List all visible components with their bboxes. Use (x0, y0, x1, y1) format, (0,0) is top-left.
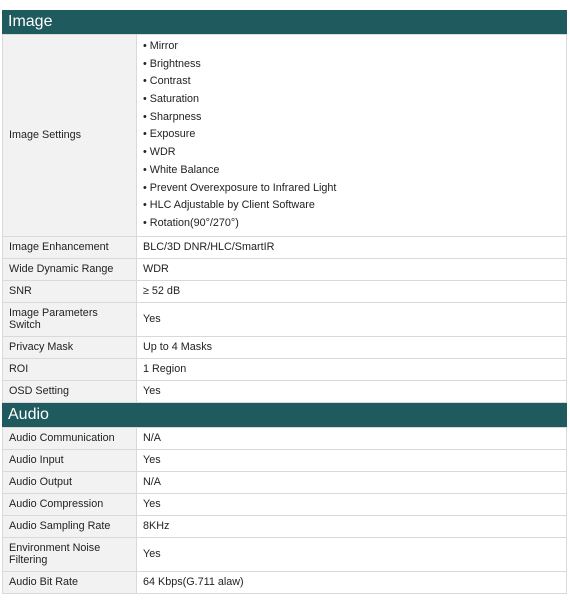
table-row (3, 449, 567, 471)
row-value: 1 Region (137, 358, 567, 380)
spec-sheet (2, 10, 567, 594)
row-label: ROI (3, 358, 137, 380)
row-label: Audio Bit Rate (3, 571, 137, 593)
row-label: Privacy Mask (3, 336, 137, 358)
list-item: • Exposure (143, 126, 560, 144)
table-row (3, 537, 567, 571)
row-value: N/A (137, 427, 567, 449)
table-row (3, 380, 567, 402)
table-row (3, 236, 567, 258)
row-label: Wide Dynamic Range (3, 258, 137, 280)
row-label: Environment Noise Filtering (3, 537, 137, 571)
table-row (3, 280, 567, 302)
table-row (3, 258, 567, 280)
table-row (3, 336, 567, 358)
list-item: • Rotation(90°/270°) (143, 215, 560, 233)
audio-spec-table (2, 427, 567, 594)
row-value: Yes (137, 302, 567, 336)
row-label: Audio Compression (3, 493, 137, 515)
table-row (3, 358, 567, 380)
row-value: ≥ 52 dB (137, 280, 567, 302)
row-label: OSD Setting (3, 380, 137, 402)
image-spec-table (2, 34, 567, 403)
list-item: • WDR (143, 144, 560, 162)
list-item: • HLC Adjustable by Client Software (143, 197, 560, 215)
row-value: WDR (137, 258, 567, 280)
row-value: Up to 4 Masks (137, 336, 567, 358)
row-label: SNR (3, 280, 137, 302)
row-value: Yes (137, 493, 567, 515)
row-value: BLC/3D DNR/HLC/SmartIR (137, 236, 567, 258)
table-row (3, 493, 567, 515)
row-value: N/A (137, 471, 567, 493)
image-settings-list (143, 35, 560, 236)
table-row (3, 571, 567, 593)
list-item: • Mirror (143, 38, 560, 56)
image-section-header: Image (2, 10, 567, 34)
row-label: Audio Output (3, 471, 137, 493)
row-label: Audio Input (3, 449, 137, 471)
image-settings-value (137, 35, 567, 237)
table-row (3, 471, 567, 493)
row-label: Image Enhancement (3, 236, 137, 258)
row-value: 8KHz (137, 515, 567, 537)
row-value: Yes (137, 537, 567, 571)
audio-section-header: Audio (2, 403, 567, 427)
row-value: Yes (137, 449, 567, 471)
table-row (3, 35, 567, 237)
image-settings-label: Image Settings (3, 35, 137, 237)
list-item: • Sharpness (143, 109, 560, 127)
list-item: • Contrast (143, 73, 560, 91)
list-item: • Prevent Overexposure to Infrared Light (143, 180, 560, 198)
row-label: Audio Communication (3, 427, 137, 449)
list-item: • Brightness (143, 56, 560, 74)
table-row (3, 515, 567, 537)
row-value: Yes (137, 380, 567, 402)
row-label: Audio Sampling Rate (3, 515, 137, 537)
table-row (3, 302, 567, 336)
row-value: 64 Kbps(G.711 alaw) (137, 571, 567, 593)
table-row (3, 427, 567, 449)
list-item: • Saturation (143, 91, 560, 109)
row-label: Image Parameters Switch (3, 302, 137, 336)
list-item: • White Balance (143, 162, 560, 180)
